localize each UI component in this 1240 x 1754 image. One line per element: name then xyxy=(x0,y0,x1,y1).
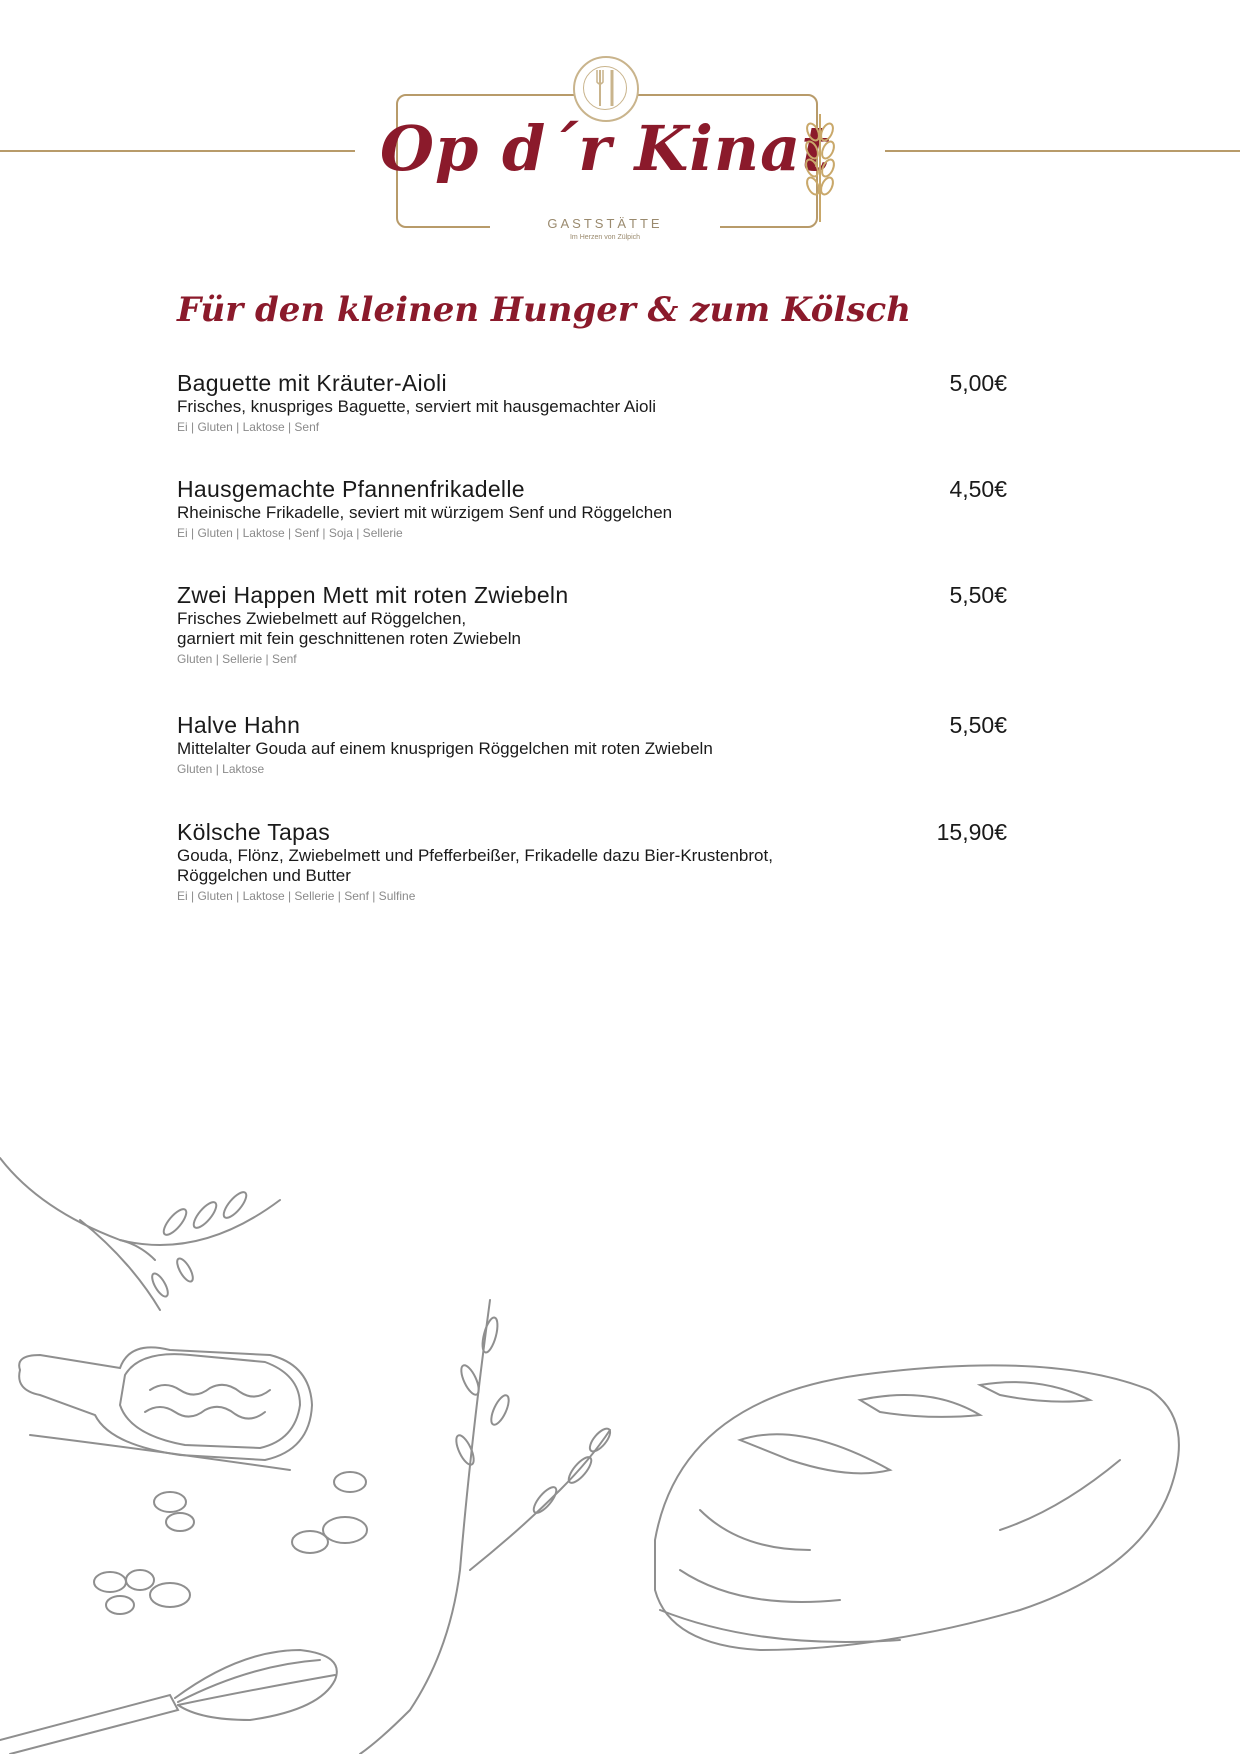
fork-knife-icon xyxy=(575,58,637,120)
logo-name: Op d´r Kinat xyxy=(380,112,831,185)
menu-item xyxy=(177,581,1007,669)
food-illustration xyxy=(0,1150,1240,1754)
beans-icon xyxy=(94,1472,367,1614)
item-description: Gouda, Flönz, Zwiebelmett und Pfefferbeißer, Frikadelle dazu Bier-Krustenbrot, Röggelchen und Butter xyxy=(177,846,773,885)
menu-item xyxy=(177,711,1007,779)
item-name: Kölsche Tapas xyxy=(177,819,331,845)
item-description: Rheinische Frikadelle, seviert mit würzigem Senf und Röggelchen xyxy=(177,503,673,522)
item-allergens: Gluten | Laktose xyxy=(177,762,265,776)
item-price: 15,90€ xyxy=(936,819,1007,845)
item-description: Mittelalter Gouda auf einem knusprigen Röggelchen mit roten Zwiebeln xyxy=(177,739,713,758)
item-name: Halve Hahn xyxy=(177,712,301,738)
logo xyxy=(380,52,840,252)
item-name: Baguette mit Kräuter-Aioli xyxy=(177,370,447,396)
section-title: Für den kleinen Hunger & zum Kölsch xyxy=(177,290,911,330)
item-name: Zwei Happen Mett mit roten Zwiebeln xyxy=(177,582,569,608)
header-rule-right xyxy=(885,150,1240,152)
menu-item xyxy=(177,369,1007,437)
herb-branch-icon xyxy=(0,1158,280,1310)
item-price: 4,50€ xyxy=(949,476,1007,502)
item-allergens: Gluten | Sellerie | Senf xyxy=(177,652,297,666)
whisk-icon xyxy=(0,1650,337,1754)
item-description: Frisches Zwiebelmett auf Röggelchen, garniert mit fein geschnittenen roten Zwiebeln xyxy=(177,609,521,648)
menu-item xyxy=(177,475,1007,543)
logo-tagline: Im Herzen von Zülpich xyxy=(569,234,641,241)
item-name: Hausgemachte Pfannenfrikadelle xyxy=(177,476,525,502)
item-price: 5,00€ xyxy=(949,370,1007,396)
item-description: Frisches, knuspriges Baguette, serviert mit hausgemachter Aioli xyxy=(177,397,657,416)
item-price: 5,50€ xyxy=(949,582,1007,608)
wheat-icon xyxy=(800,104,840,224)
item-price: 5,50€ xyxy=(949,712,1007,738)
menu-item xyxy=(177,818,1007,906)
flour-scoop-icon xyxy=(19,1347,312,1470)
item-allergens: Ei | Gluten | Laktose | Senf | Soja | Sellerie xyxy=(177,526,403,540)
logo-subtitle: GASTSTÄTTE xyxy=(490,216,720,231)
bread-loaf-icon xyxy=(655,1365,1179,1650)
item-allergens: Ei | Gluten | Laktose | Sellerie | Senf | Sulfine xyxy=(177,889,416,903)
wheat-stalk-icon xyxy=(360,1300,614,1754)
header-rule-left xyxy=(0,150,355,152)
item-allergens: Ei | Gluten | Laktose | Senf xyxy=(177,420,320,434)
